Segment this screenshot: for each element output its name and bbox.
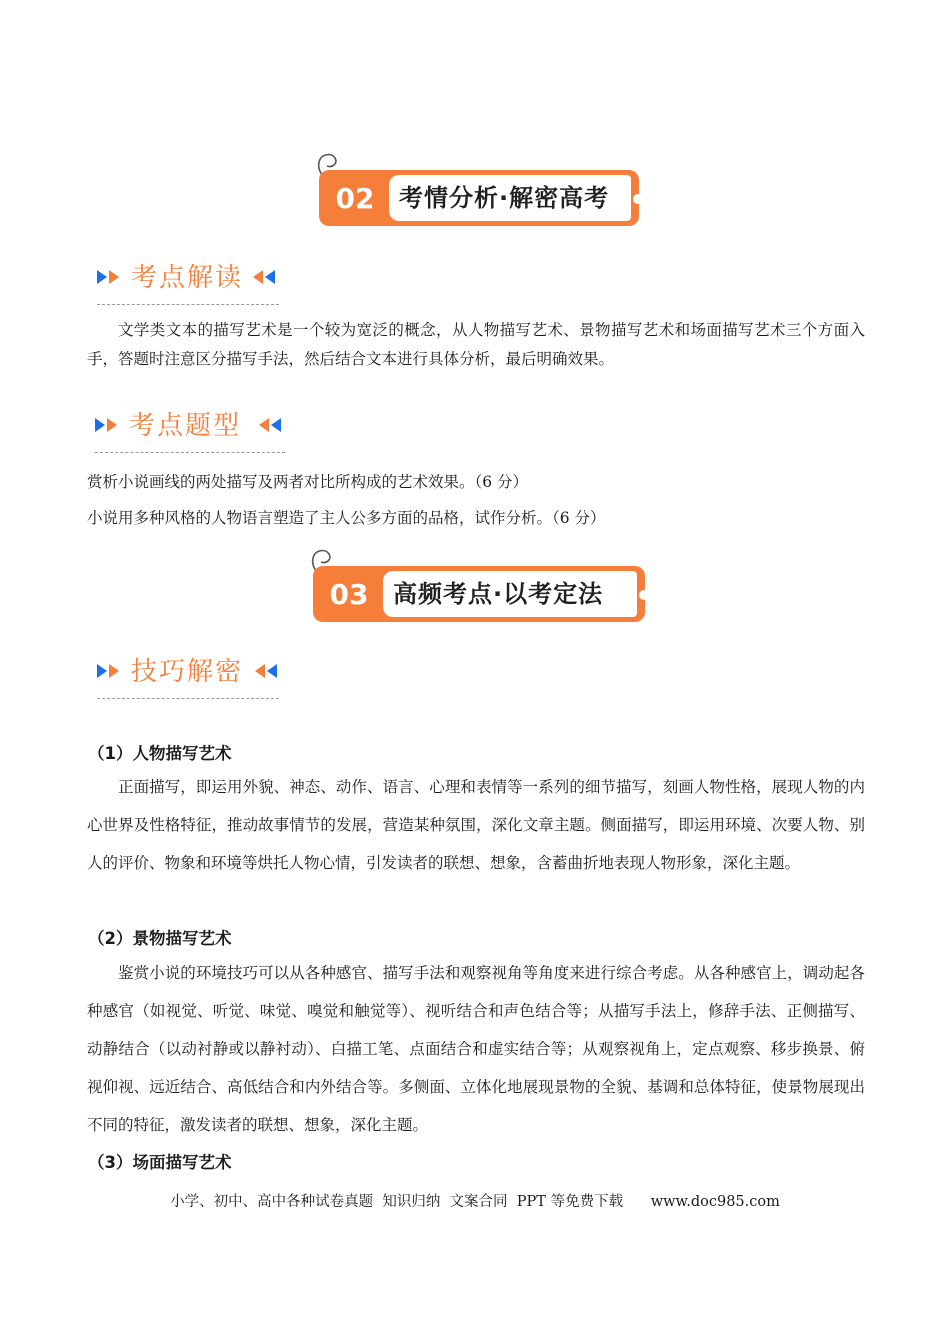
- double-arrow-left-icon: [253, 270, 275, 290]
- section-title: 考点解读: [131, 263, 244, 293]
- section-header-kaodian-tixing: [95, 408, 295, 448]
- double-arrow-left-icon: [255, 664, 277, 684]
- double-arrow-left-icon: [259, 418, 281, 438]
- double-arrow-right-icon: [97, 270, 119, 290]
- double-arrow-right-icon: [95, 418, 117, 438]
- banner-title: 高频考点·以考定法: [393, 580, 604, 608]
- question-item: 小说用多种风格的人物语言塑造了主人公多方面的品格，试作分析。（6 分）: [87, 509, 606, 527]
- footer-text: 小学、初中、高中各种试卷真题 知识归纳 文案合同 PPT 等免费下载 www.doc985.com: [170, 1194, 780, 1210]
- banner-title: 考情分析·解密高考: [399, 184, 610, 212]
- technique-body: 正面描写，即运用外貌、神态、动作、语言、心理和表情等一系列的细节描写，刻画人物性格，展现人物的内心世界及性格特征，推动故事情节的发展，营造某种氛围，深化文章主题。侧面描写，即运用环境、次要人物、别人的评价、物象和环境等烘托人物心情，引发读者的联想、想象，含蓄曲折地表现人物形象，深化主题。: [87, 778, 865, 872]
- technique-heading: （2）景物描写艺术: [88, 929, 232, 948]
- banner-02: [319, 170, 639, 226]
- banner-number: 02: [335, 182, 375, 215]
- section-header-kaodian-jiedu: [97, 260, 297, 300]
- technique-heading: （3）场面描写艺术: [88, 1153, 232, 1172]
- section-title: 考点题型: [129, 411, 242, 441]
- banner-03: [313, 566, 645, 622]
- intro-paragraph: 文学类文本的描写艺术是一个较为宽泛的概念，从人物描写艺术、景物描写艺术和场面描写艺术三个方面入手，答题时注意区分描写手法，然后结合文本进行具体分析，最后明确效果。: [87, 321, 865, 368]
- banner-number: 03: [329, 578, 369, 611]
- technique-heading: （1）人物描写艺术: [88, 744, 232, 763]
- question-item: 赏析小说画线的两处描写及两者对比所构成的艺术效果。（6 分）: [87, 473, 529, 491]
- section-title: 技巧解密: [131, 657, 244, 687]
- technique-body: 鉴赏小说的环境技巧可以从各种感官、描写手法和观察视角等角度来进行综合考虑。从各种感官上，调动起各种感官（如视觉、听觉、味觉、嗅觉和触觉等）、视听结合和声色结合等；从描写手法上，修辞手法、正侧描写、动静结合（以动衬静或以静衬动）、白描工笔、点面结合和虚实结合等；从观察视角上，定点观察、移步换景、俯视仰视、远近结合、高低结合和内外结合等。多侧面、立体化地展现景物的全貌、基调和总体特征，使景物展现出不同的特征，激发读者的联想、想象，深化主题。: [87, 964, 865, 1134]
- double-arrow-right-icon: [97, 664, 119, 684]
- section-header-jiqiao-jiemi: [97, 654, 297, 694]
